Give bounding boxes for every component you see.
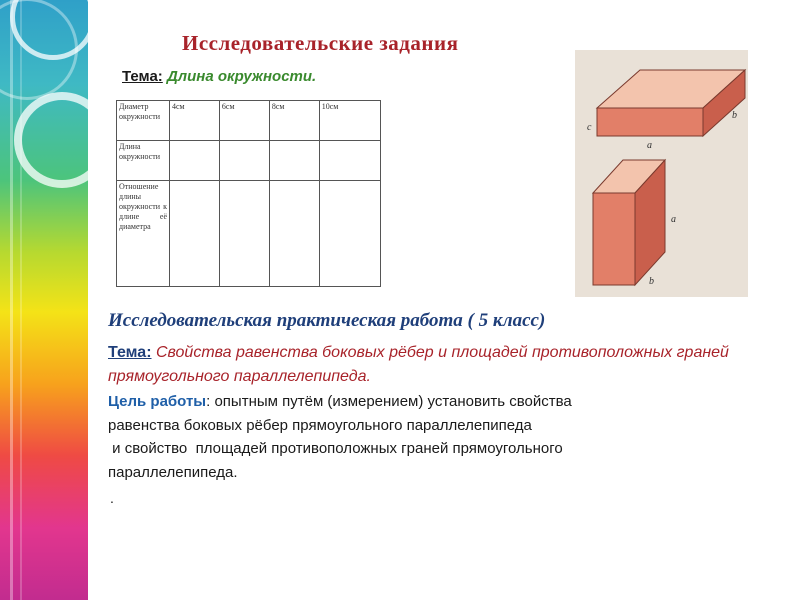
goal-text-1: : опытным путём (измерением) установить свойства (206, 393, 572, 410)
decorative-ring (14, 92, 110, 188)
parallelepiped-illustration (575, 50, 748, 297)
slide-title: Исследовательские задания (182, 31, 459, 55)
table-cell (319, 181, 380, 287)
table-cell (219, 141, 269, 181)
topic-2 (108, 341, 758, 389)
trailing-dot: . (110, 490, 114, 506)
label-b-bottom: b (649, 276, 654, 287)
practical-work-heading: Исследовательская практическая работа ( 5 класс) (108, 310, 546, 331)
table-cell (170, 181, 220, 287)
label-a-side: a (671, 214, 676, 225)
table-cell: 10см (319, 101, 380, 141)
table-cell (269, 181, 319, 287)
label-a-top: a (647, 140, 652, 151)
table-cell (269, 141, 319, 181)
flat-box-front-face (597, 108, 703, 136)
table-row (117, 141, 381, 181)
table-row (117, 181, 381, 287)
decorative-sidebar (0, 0, 88, 600)
circumference-table (116, 100, 381, 287)
topic-1-label: Тема: (122, 68, 163, 85)
tall-box-front-face (593, 193, 635, 285)
goal-paragraph (108, 390, 758, 484)
row-header: Диаметр окружности (117, 101, 170, 141)
table-row (117, 101, 381, 141)
goal-line-3: и свойство площадей противоположных граней прямоугольного (108, 440, 563, 457)
topic-2-label: Тема: (108, 344, 152, 361)
goal-label: Цель работы (108, 393, 207, 410)
table-cell (170, 141, 220, 181)
parallelepiped-drawing (575, 50, 748, 297)
goal-line-4: параллелепипеда. (108, 463, 238, 481)
row-header: Отношение длины окружности к длине её диаметра (117, 181, 170, 287)
goal-line-2: равенства боковых рёбер прямоугольного параллелепипеда (108, 416, 532, 434)
table-cell: 4см (170, 101, 220, 141)
table-cell (219, 181, 269, 287)
label-c: c (587, 122, 592, 133)
row-header: Длина окружности (117, 141, 170, 181)
goal-line-1 (108, 390, 758, 414)
table-cell: 6см (219, 101, 269, 141)
table-cell: 8см (269, 101, 319, 141)
topic-2-value: Свойства равенства боковых рёбер и площадей противоположных граней прямоугольного параллелепипеда. (108, 344, 729, 385)
label-b-top: b (732, 110, 737, 121)
topic-1-value: Длина окружности. (166, 68, 317, 85)
table-cell (319, 141, 380, 181)
topic-1 (122, 68, 316, 85)
